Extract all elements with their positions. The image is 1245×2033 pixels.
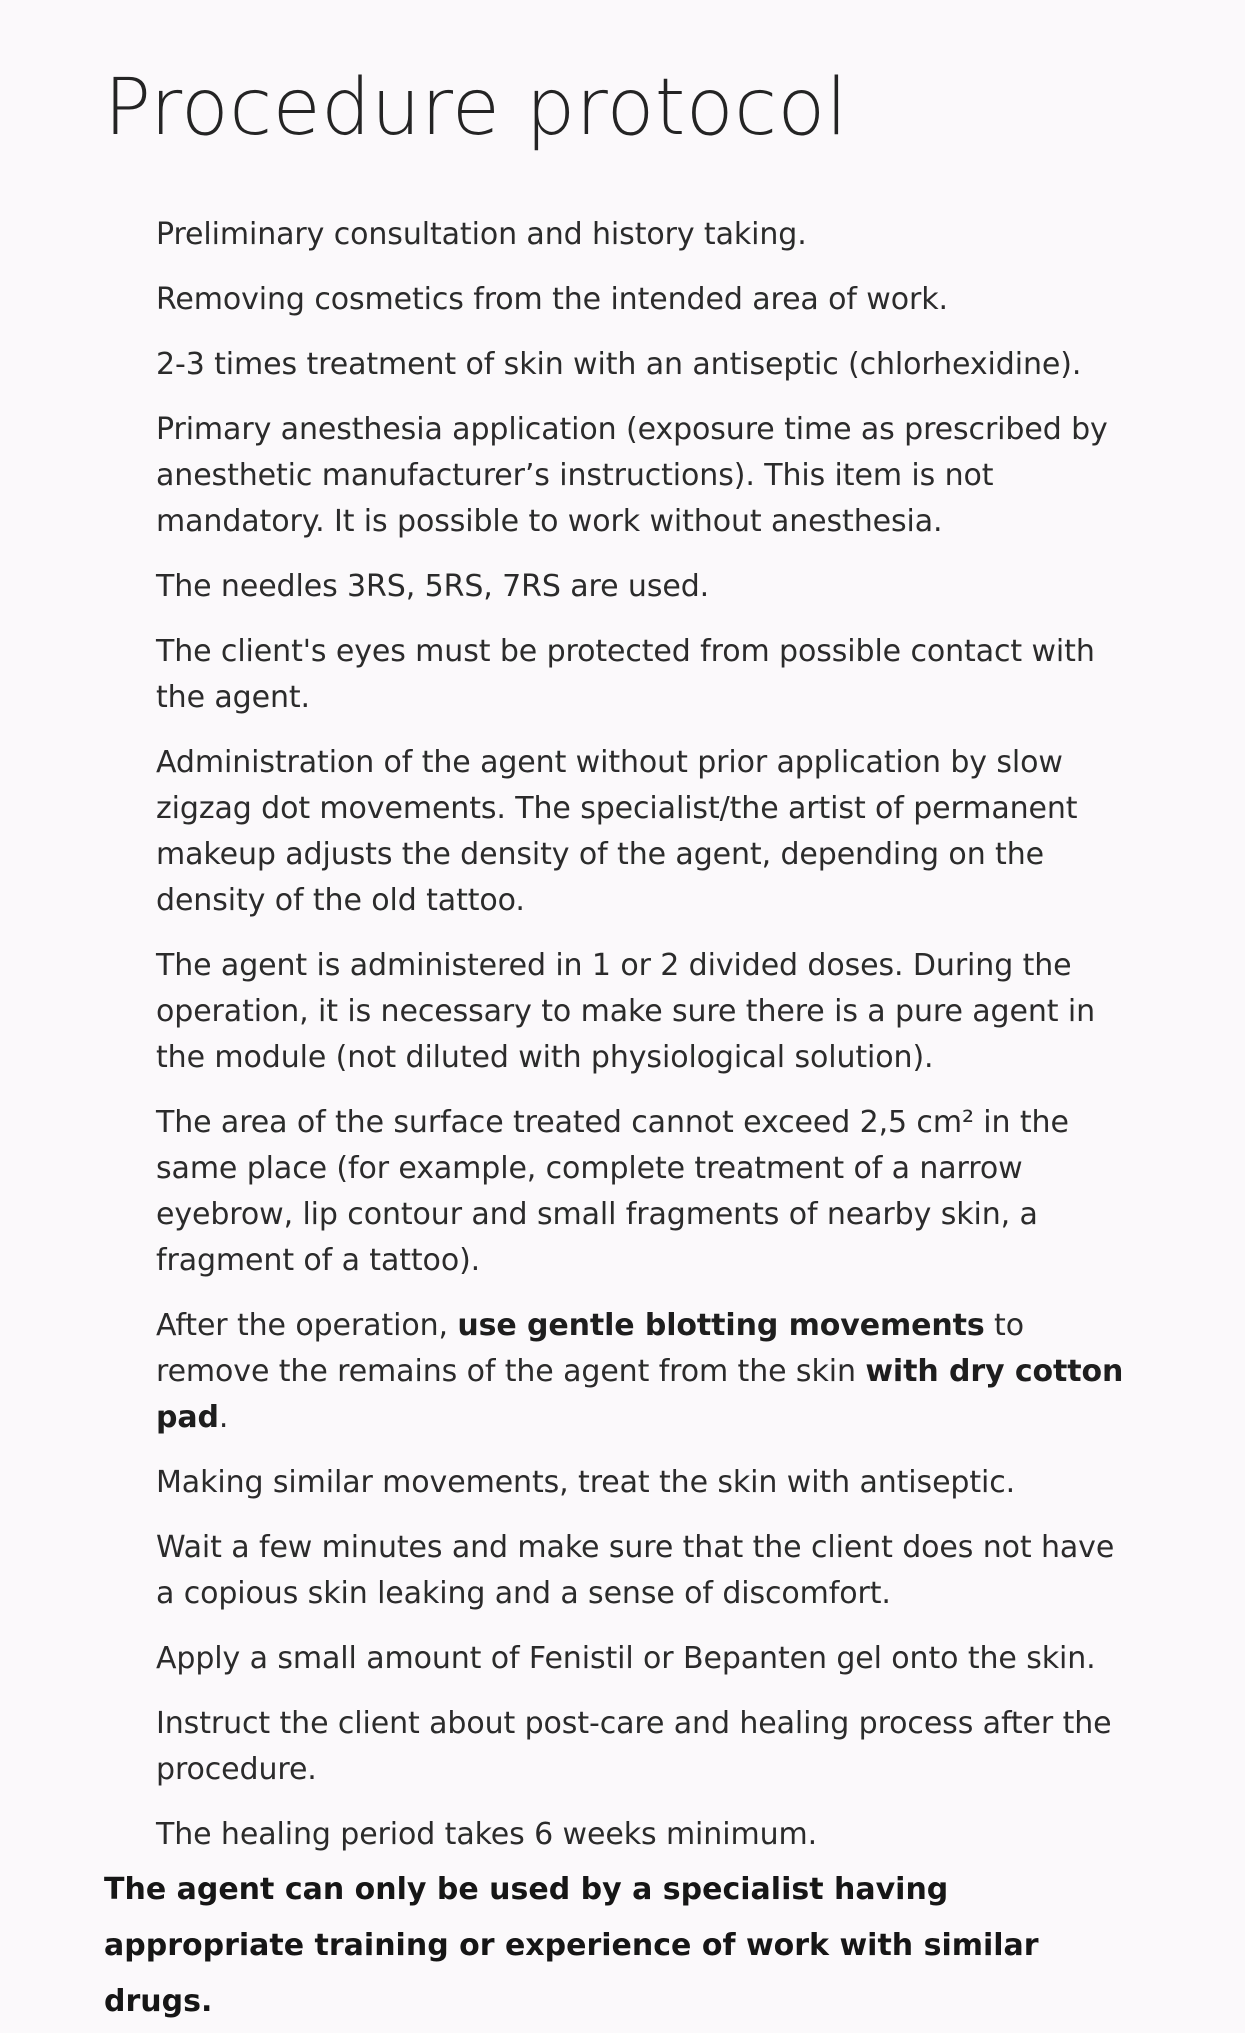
protocol-step-6: The client's eyes must be protected from possible contact with the agent. xyxy=(156,634,1095,715)
protocol-step-1: Preliminary consultation and history taking. xyxy=(156,217,807,252)
protocol-step-8: The agent is administered in 1 or 2 divided doses. During the operation, it is necessary to make sure there is a pure agent in the module (not diluted with physiological solution). xyxy=(156,948,1095,1075)
protocol-step-9: The area of the surface treated cannot exceed 2,5 cm² in the same place (for example, complete treatment of a narrow eyebrow, lip contour and small fragments of nearby skin, a fragment of a tattoo). xyxy=(156,1105,1069,1278)
protocol-step-13: Apply a small amount of Fenistil or Bepanten gel onto the skin. xyxy=(156,1641,1096,1676)
step-text: to remove the remains of the agent from the skin xyxy=(156,1308,1024,1389)
step-emphasis: with dry cotton pad xyxy=(156,1354,1124,1435)
step-text: After the operation, xyxy=(156,1308,458,1343)
protocol-steps-list xyxy=(156,212,1126,1877)
protocol-step-11: Making similar movements, treat the skin with antiseptic. xyxy=(156,1465,1016,1500)
usage-warning: The agent can only be used by a specialist having appropriate training or experience of work with similar drugs. xyxy=(104,1872,1039,2019)
protocol-step-15: The healing period takes 6 weeks minimum. xyxy=(156,1817,818,1852)
protocol-step-3: 2-3 times treatment of skin with an antiseptic (chlorhexidine). xyxy=(156,347,1082,382)
step-text: . xyxy=(218,1400,229,1435)
protocol-step-10 xyxy=(156,1303,1126,1441)
step-emphasis: use gentle blotting movements xyxy=(457,1308,985,1343)
protocol-step-4: Primary anesthesia application (exposure time as prescribed by anesthetic manufacturer’s instructions). This item is not mandatory. It is possible to work without anesthesia. xyxy=(156,412,1108,539)
protocol-step-5: The needles 3RS, 5RS, 7RS are used. xyxy=(156,569,710,604)
protocol-step-2: Removing cosmetics from the intended area of work. xyxy=(156,282,948,317)
protocol-step-12: Wait a few minutes and make sure that the client does not have a copious skin leaking and a sense of discomfort. xyxy=(156,1530,1115,1611)
protocol-step-14: Instruct the client about post-care and healing process after the procedure. xyxy=(156,1706,1112,1787)
page-title: Procedure protocol xyxy=(104,63,848,153)
protocol-step-7: Administration of the agent without prior application by slow zigzag dot movements. The specialist/the artist of permanent makeup adjusts the density of the agent, depending on the density of the old tattoo. xyxy=(156,745,1078,918)
